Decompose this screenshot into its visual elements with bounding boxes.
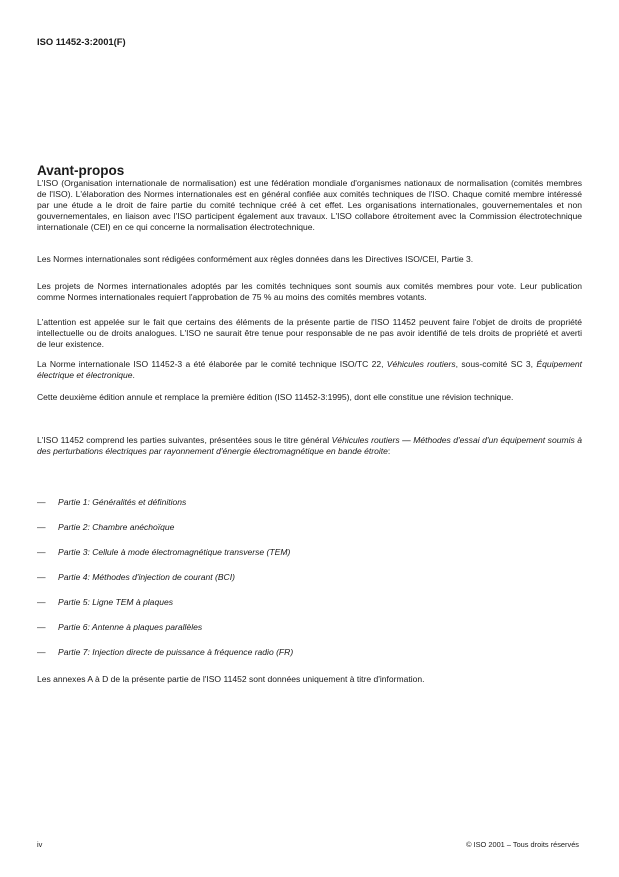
list-dash: — <box>37 597 46 607</box>
italic-text: Équipement électrique et électronique <box>37 359 582 380</box>
list-item-text: Partie 1: Généralités et définitions <box>58 497 187 507</box>
list-dash: — <box>37 572 46 582</box>
list-item-text: Partie 2: Chambre anéchoïque <box>58 522 175 532</box>
paragraph-committee <box>37 359 582 381</box>
text-run: . <box>132 370 135 380</box>
italic-text: Véhicules routiers — Méthodes d'essai d'un équipement soumis à des perturbations électriques par rayonnement d'énergie électromagnétique en bande étroite <box>37 435 583 456</box>
list-item-text: Partie 6: Antenne à plaques parallèles <box>58 622 203 632</box>
document-header: ISO 11452-3:2001(F) <box>37 36 126 47</box>
paragraph-voting <box>37 281 582 303</box>
list-dash: — <box>37 547 46 557</box>
paragraph-edition <box>37 392 582 403</box>
copyright-notice: © ISO 2001 – Tous droits réservés <box>466 840 579 849</box>
text-run: Les Normes internationales sont rédigées conformément aux règles données dans les Directives ISO/CEI, Partie 3. <box>37 254 474 264</box>
paragraph-patents <box>37 317 582 350</box>
list-item <box>37 572 582 583</box>
list-item <box>37 647 582 658</box>
paragraph-directives <box>37 254 582 265</box>
list-item-text: Partie 7: Injection directe de puissance à fréquence radio (FR) <box>58 647 294 657</box>
page-title: Avant-propos <box>37 163 125 178</box>
paragraph-parts-intro <box>37 435 582 457</box>
list-dash: — <box>37 647 46 657</box>
text-run: L'attention est appelée sur le fait que certains des éléments de la présente partie de l'ISO 11452 peuvent faire l'objet de droits de propriété intellectuelle ou de droits analogues. L'ISO ne saurait être tenue pour responsable de ne pas avoir identifié de tels droits de propriété et averti de leur existence. <box>37 317 582 349</box>
paragraph-intro <box>37 178 582 233</box>
text-run: L'ISO (Organisation internationale de normalisation) est une fédération mondiale d'organismes nationaux de normalisation (comités membres de l'ISO). L'élaboration des Normes internationales est en général confiée aux comités techniques de l'ISO. Chaque comité membre intéressé par une étude a le droit de faire partie du comité technique créé à cet effet. Les organisations internationales, gouvernementales et non gouvernementales, en liaison avec l'ISO participent également aux travaux. L'ISO collabore étroitement avec la Commission électrotechnique internationale (CEI) en ce qui concerne la normalisation électrotechnique. <box>37 178 582 232</box>
page-number: iv <box>37 840 43 849</box>
paragraph-annexes: Les annexes A à D de la présente partie de l'ISO 11452 sont données uniquement à titre d'information. <box>37 674 425 684</box>
list-item-text: Partie 5: Ligne TEM à plaques <box>58 597 173 607</box>
list-item <box>37 497 582 508</box>
list-item-text: Partie 4: Méthodes d'injection de courant (BCI) <box>58 572 235 582</box>
list-item <box>37 597 582 608</box>
list-dash: — <box>37 522 46 532</box>
list-dash: — <box>37 622 46 632</box>
text-run: , sous-comité SC 3, <box>455 359 537 369</box>
list-item <box>37 547 582 558</box>
list-dash: — <box>37 497 46 507</box>
text-run: Cette deuxième édition annule et remplace la première édition (ISO 11452-3:1995), dont elle constitue une révision technique. <box>37 392 514 402</box>
list-item <box>37 522 582 533</box>
text-run: Les projets de Normes internationales adoptés par les comités techniques sont soumis aux comités membres pour vote. Leur publication comme Normes internationales requiert l'approbation de 75 % au moins des comités membres votants. <box>37 281 582 302</box>
list-item <box>37 622 582 633</box>
text-run: L'ISO 11452 comprend les parties suivantes, présentées sous le titre général <box>37 435 332 445</box>
text-run: La Norme internationale ISO 11452-3 a été élaborée par le comité technique ISO/TC 22, <box>37 359 387 369</box>
list-item-text: Partie 3: Cellule à mode électromagnétique transverse (TEM) <box>58 547 291 557</box>
text-run: : <box>387 446 391 456</box>
italic-text: Véhicules routiers <box>386 359 456 369</box>
